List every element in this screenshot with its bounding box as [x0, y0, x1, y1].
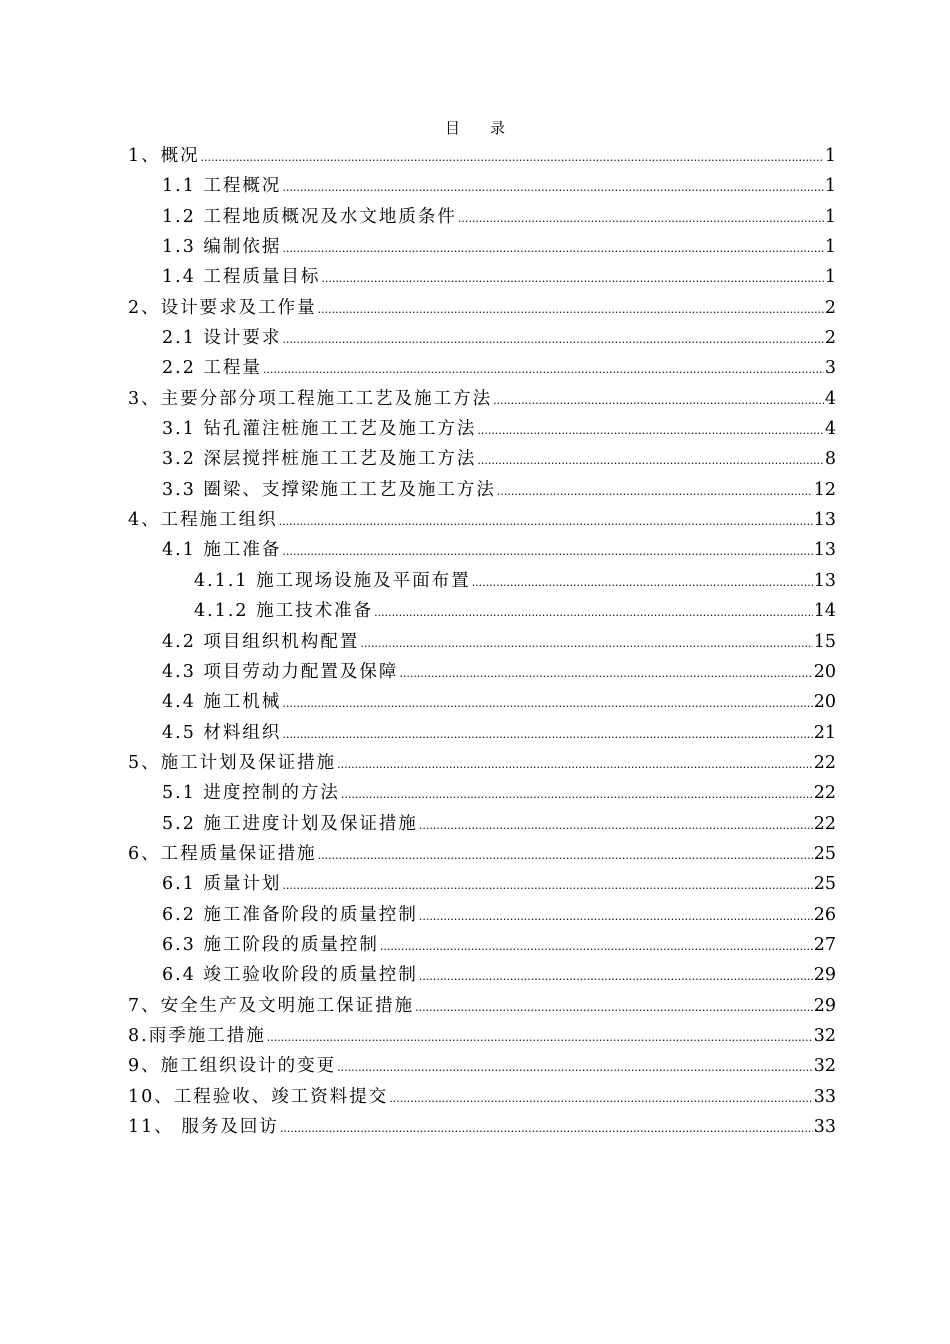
- toc-entry-title: 4.4 施工机械: [162, 692, 282, 713]
- toc-entry-page-number: 13: [813, 510, 836, 531]
- toc-dot-leader: [380, 940, 813, 953]
- toc-dot-leader: [493, 394, 824, 407]
- toc-entry[interactable]: [128, 415, 836, 445]
- toc-entry[interactable]: [128, 1022, 836, 1052]
- toc-dot-leader: [419, 970, 813, 983]
- toc-entry-title: 6.2 施工准备阶段的质量控制: [162, 904, 418, 925]
- toc-entry-page-number: 1: [824, 267, 836, 288]
- toc-entry-title: 1.4 工程质量目标: [162, 267, 321, 288]
- toc-entry-page-number: 32: [813, 1056, 836, 1077]
- toc-entry-page-number: 12: [813, 479, 836, 500]
- toc-entry[interactable]: [128, 810, 836, 840]
- toc-entry[interactable]: [128, 719, 836, 749]
- toc-entry-title: 7、安全生产及文明施工保证措施: [128, 995, 415, 1016]
- toc-entry-title: 6.4 竣工验收阶段的质量控制: [162, 965, 418, 986]
- toc-entry[interactable]: [128, 203, 836, 233]
- toc-entry-page-number: 8: [824, 449, 836, 470]
- toc-entry-page-number: 2: [824, 328, 836, 349]
- toc-entry-title: 3.3 圈梁、支撑梁施工工艺及施工方法: [162, 479, 496, 500]
- toc-entry-title: 4.3 项目劳动力配置及保障: [162, 661, 399, 682]
- toc-dot-leader: [374, 606, 813, 619]
- toc-entry-page-number: 2: [824, 297, 836, 318]
- toc-entry[interactable]: [128, 992, 836, 1022]
- toc-dot-leader: [497, 485, 813, 498]
- toc-entry-title: 6.3 施工阶段的质量控制: [162, 934, 379, 955]
- toc-entry[interactable]: [128, 658, 836, 688]
- toc-entry-page-number: 29: [813, 995, 836, 1016]
- toc-entry-page-number: 1: [824, 237, 836, 258]
- toc-entry-title: 2.1 设计要求: [162, 328, 282, 349]
- toc-entry-title: 4、工程施工组织: [128, 510, 278, 531]
- toc-entry-page-number: 14: [813, 601, 836, 622]
- toc-entry-page-number: 13: [813, 540, 836, 561]
- toc-entry[interactable]: [128, 172, 836, 202]
- toc-entry[interactable]: [128, 688, 836, 718]
- toc-dot-leader: [263, 363, 824, 376]
- toc-entry[interactable]: [128, 1052, 836, 1082]
- toc-entry[interactable]: [128, 142, 836, 172]
- toc-dot-leader: [267, 1031, 813, 1044]
- toc-dot-leader: [318, 303, 824, 316]
- toc-entry-page-number: 33: [813, 1086, 836, 1107]
- toc-entry-title: 1.3 编制依据: [162, 237, 282, 258]
- toc-entry-title: 6.1 质量计划: [162, 874, 282, 895]
- toc-entry-title: 3.1 钻孔灌注桩施工工艺及施工方法: [162, 419, 477, 440]
- page-title: 目录: [444, 119, 535, 137]
- toc-dot-leader: [399, 667, 812, 680]
- toc-entry-title: 4.5 材料组织: [162, 722, 282, 743]
- toc-entry-title: 8.雨季施工措施: [128, 1025, 266, 1046]
- toc-entry[interactable]: [128, 628, 836, 658]
- toc-dot-leader: [389, 1092, 812, 1105]
- toc-entry-page-number: 32: [813, 1025, 836, 1046]
- toc-entry-page-number: 1: [824, 206, 836, 227]
- toc-entry[interactable]: [128, 961, 836, 991]
- toc-entry-title: 1.2 工程地质概况及水文地质条件: [162, 206, 457, 227]
- toc-entry-title: 4.1.2 施工技术准备: [194, 601, 374, 622]
- toc-entry[interactable]: [128, 779, 836, 809]
- toc-entry-page-number: 1: [824, 176, 836, 197]
- toc-entry-title: 5.2 施工进度计划及保证措施: [162, 813, 418, 834]
- toc-entry-page-number: 20: [813, 661, 836, 682]
- toc-dot-leader: [318, 849, 813, 862]
- toc-entry-title: 2.2 工程量: [162, 358, 262, 379]
- toc-dot-leader: [415, 1001, 813, 1014]
- toc-entry-title: 3、主要分部分项工程施工工艺及施工方法: [128, 388, 493, 409]
- toc-entry[interactable]: [128, 901, 836, 931]
- toc-entry-title: 6、工程质量保证措施: [128, 843, 317, 864]
- toc-entry-title: 9、施工组织设计的变更: [128, 1056, 337, 1077]
- toc-entry-page-number: 33: [813, 1117, 836, 1137]
- toc-dot-leader: [280, 1122, 813, 1135]
- toc-entry[interactable]: [128, 294, 836, 324]
- toc-entry-title: 5、施工计划及保证措施: [128, 752, 337, 773]
- toc-dot-leader: [201, 151, 824, 164]
- toc-entry-page-number: 4: [824, 388, 836, 409]
- toc-dot-leader: [360, 637, 812, 650]
- toc-entry[interactable]: [128, 597, 836, 627]
- toc-dot-leader: [282, 242, 823, 255]
- toc-entry-page-number: 22: [813, 752, 836, 773]
- toc-entry-page-number: 21: [813, 722, 836, 743]
- toc-entry[interactable]: [128, 476, 836, 506]
- toc-dot-leader: [282, 728, 812, 741]
- toc-dot-leader: [477, 424, 823, 437]
- toc-entry[interactable]: [128, 385, 836, 415]
- toc-dot-leader: [282, 879, 812, 892]
- toc-dot-leader: [337, 1061, 813, 1074]
- table-of-contents: [128, 142, 836, 1143]
- toc-entry-page-number: 27: [813, 934, 836, 955]
- toc-dot-leader: [341, 788, 813, 801]
- toc-entry[interactable]: [128, 445, 836, 475]
- toc-dot-leader: [282, 697, 812, 710]
- toc-entry[interactable]: [128, 324, 836, 354]
- toc-entry-title: 5.1 进度控制的方法: [162, 783, 340, 804]
- toc-dot-leader: [282, 181, 823, 194]
- toc-entry[interactable]: [128, 1113, 836, 1143]
- toc-entry-title: 4.2 项目组织机构配置: [162, 631, 360, 652]
- toc-entry-page-number: 26: [813, 904, 836, 925]
- toc-entry[interactable]: [128, 931, 836, 961]
- toc-entry-title: 4.1 施工准备: [162, 540, 282, 561]
- toc-entry[interactable]: [128, 233, 836, 263]
- toc-entry-page-number: 3: [824, 358, 836, 379]
- toc-entry-page-number: 29: [813, 965, 836, 986]
- toc-dot-leader: [321, 272, 823, 285]
- toc-dot-leader: [282, 545, 812, 558]
- toc-entry-page-number: 20: [813, 692, 836, 713]
- toc-entry-title: 2、设计要求及工作量: [128, 297, 317, 318]
- toc-dot-leader: [337, 758, 813, 771]
- toc-entry[interactable]: [128, 840, 836, 870]
- toc-dot-leader: [458, 212, 824, 225]
- toc-entry-page-number: 22: [813, 813, 836, 834]
- toc-dot-leader: [477, 454, 823, 467]
- toc-entry[interactable]: [128, 536, 836, 566]
- toc-entry-page-number: 25: [813, 843, 836, 864]
- toc-dot-leader: [419, 819, 813, 832]
- toc-entry[interactable]: [128, 870, 836, 900]
- toc-entry-title: 10、工程验收、竣工资料提交: [128, 1086, 389, 1107]
- toc-entry[interactable]: [128, 567, 836, 597]
- toc-entry-title: 1、概况: [128, 146, 200, 166]
- toc-entry-page-number: 22: [813, 783, 836, 804]
- toc-entry-page-number: 1: [824, 146, 836, 166]
- toc-entry-title: 3.2 深层搅拌桩施工工艺及施工方法: [162, 449, 477, 470]
- toc-entry-title: 1.1 工程概况: [162, 176, 282, 197]
- toc-entry-page-number: 25: [813, 874, 836, 895]
- toc-entry[interactable]: [128, 506, 836, 536]
- toc-entry[interactable]: [128, 1083, 836, 1113]
- toc-entry[interactable]: [128, 749, 836, 779]
- toc-entry-title: 4.1.1 施工现场设施及平面布置: [194, 570, 471, 591]
- toc-entry-page-number: 13: [813, 570, 836, 591]
- toc-entry[interactable]: [128, 263, 836, 293]
- toc-dot-leader: [419, 910, 813, 923]
- toc-entry-title: 11、 服务及回访: [128, 1117, 279, 1137]
- toc-entry-page-number: 4: [824, 419, 836, 440]
- toc-dot-leader: [472, 576, 813, 589]
- toc-dot-leader: [282, 333, 823, 346]
- toc-dot-leader: [279, 515, 813, 528]
- toc-entry-page-number: 15: [813, 631, 836, 652]
- toc-entry[interactable]: [128, 354, 836, 384]
